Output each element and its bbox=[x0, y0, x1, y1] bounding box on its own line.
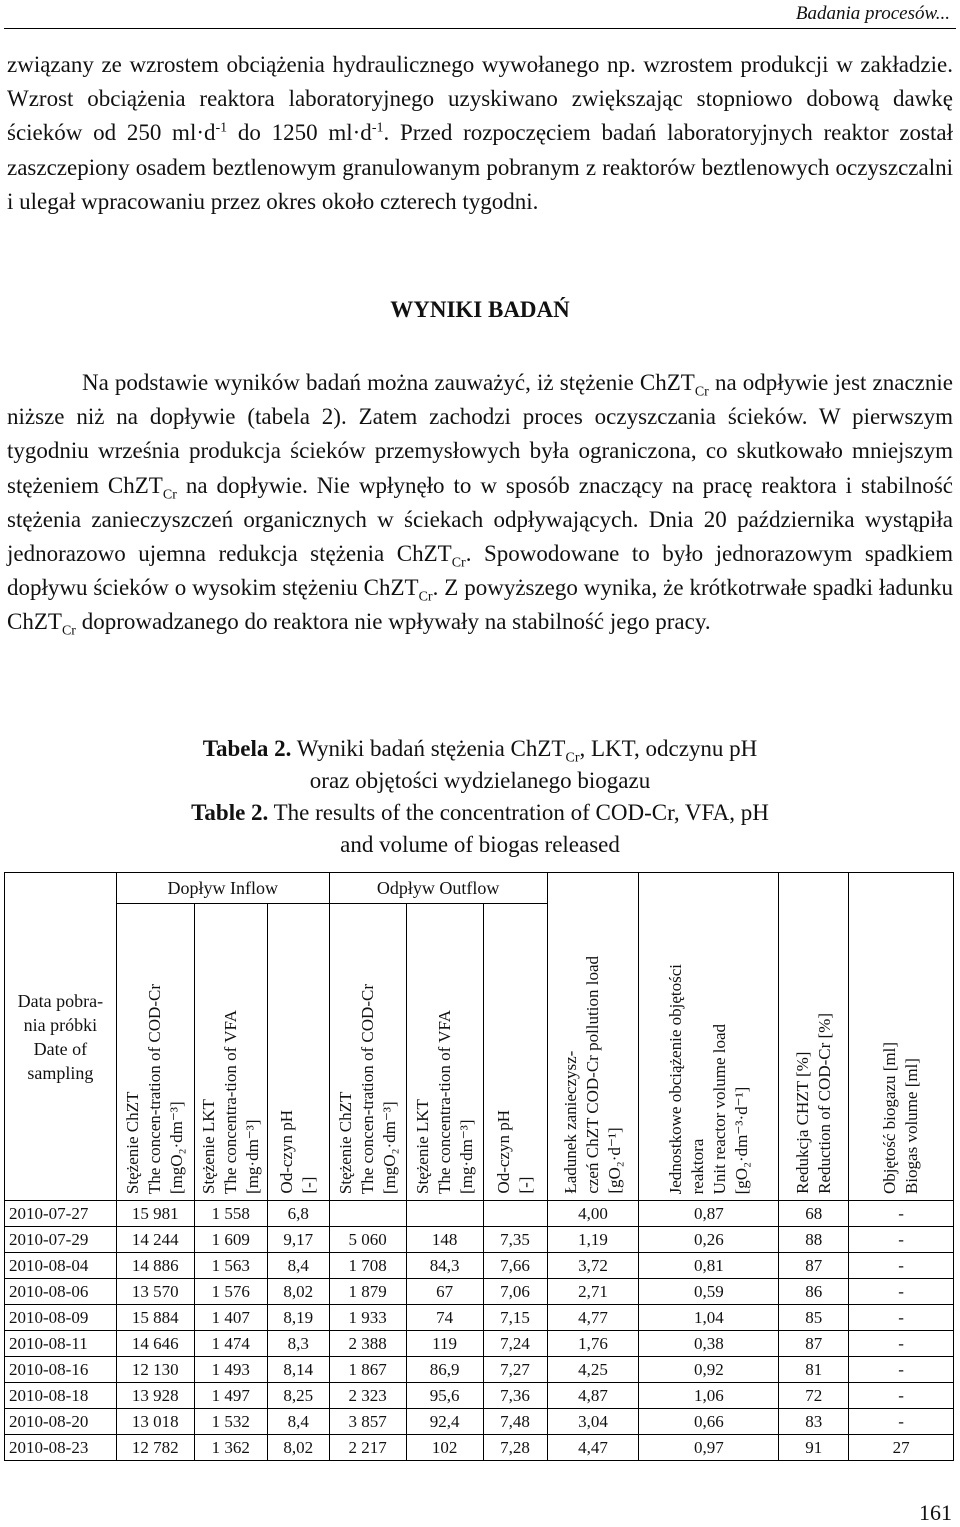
table-cell: - bbox=[849, 1331, 954, 1357]
col-header-line: Objętość biogazu [ml] bbox=[880, 1041, 900, 1194]
table-cell: 13 570 bbox=[116, 1279, 194, 1305]
table-cell: 1,06 bbox=[639, 1383, 779, 1409]
col-header-reduction bbox=[779, 873, 849, 1201]
table-cell: 7,36 bbox=[483, 1383, 547, 1409]
results-text-4: . Spowodowane to było jednorazowym spadkiem dopływu ścieków o wysokim stężeniu ChZT bbox=[7, 541, 953, 601]
caption-en-text: The results of the concentration of COD-Cr, VFA, pH bbox=[268, 800, 769, 825]
table-cell: 7,66 bbox=[483, 1253, 547, 1279]
table-cell: 88 bbox=[779, 1227, 849, 1253]
table-cell: 67 bbox=[406, 1279, 483, 1305]
table-cell: 7,06 bbox=[483, 1279, 547, 1305]
table-cell: 4,87 bbox=[547, 1383, 639, 1409]
table-cell: 2010-07-27 bbox=[5, 1201, 117, 1227]
outflow-group-header: Odpływ Outflow bbox=[329, 873, 547, 904]
table-cell: 7,48 bbox=[483, 1409, 547, 1435]
table-cell: 81 bbox=[779, 1357, 849, 1383]
running-header bbox=[0, 0, 960, 40]
table-cell: 4,77 bbox=[547, 1305, 639, 1331]
table-cell: 2 388 bbox=[329, 1331, 406, 1357]
table-cell: 0,38 bbox=[639, 1331, 779, 1357]
table-cell: 2010-08-06 bbox=[5, 1279, 117, 1305]
table-cell: 1 867 bbox=[329, 1357, 406, 1383]
table-cell: 8,3 bbox=[267, 1331, 329, 1357]
table-cell: 6,8 bbox=[267, 1201, 329, 1227]
table-cell: 8,14 bbox=[267, 1357, 329, 1383]
table-cell: - bbox=[849, 1305, 954, 1331]
table-cell: 1 474 bbox=[194, 1331, 267, 1357]
col-header-line: [mg·dm⁻³] bbox=[242, 1119, 262, 1194]
section-heading: WYNIKI BADAŃ bbox=[390, 297, 570, 322]
table-cell: 2010-08-16 bbox=[5, 1357, 117, 1383]
table-cell: 1,04 bbox=[639, 1305, 779, 1331]
caption-en-label: Table 2. bbox=[191, 800, 269, 825]
table-row bbox=[5, 1201, 954, 1227]
table-cell: 0,81 bbox=[639, 1253, 779, 1279]
intro-text-1: związany ze wzrostem obciążenia hydraulicznego wywołanego np. wzrostem produkcji w zakładzie. Wzrost obciążenia reaktora laboratoryjnego uzyskiwano zwiększając stopniowo dobową dawkę ścieków od 250 ml·d bbox=[7, 52, 953, 146]
table-row bbox=[5, 1227, 954, 1253]
col-header-line: [mgO₂·dm⁻³] bbox=[379, 1101, 399, 1194]
table-cell: 4,47 bbox=[547, 1435, 639, 1461]
col-header-inflow-vfa bbox=[194, 904, 267, 1201]
col-header-line: Biogas volume [ml] bbox=[902, 1058, 922, 1194]
col-header-line: The concentra-tion of VFA bbox=[220, 1010, 240, 1194]
table-cell: 1,19 bbox=[547, 1227, 639, 1253]
table-cell bbox=[483, 1201, 547, 1227]
header-rule bbox=[4, 28, 956, 29]
table-cell: - bbox=[849, 1409, 954, 1435]
table-cell: 72 bbox=[779, 1383, 849, 1409]
col-header-outflow-vfa bbox=[406, 904, 483, 1201]
col-header-line: Od-czyn pH bbox=[494, 1110, 514, 1194]
caption-pl-sub: Cr bbox=[565, 750, 580, 766]
table-cell: 85 bbox=[779, 1305, 849, 1331]
col-header-biogas bbox=[849, 873, 954, 1201]
col-header-line: Jednostkowe obciążenie objętości bbox=[665, 963, 685, 1194]
intro-text-3: . Przed rozpoczęciem badań laboratoryjnych reaktor został zaszczepiony osadem beztlenowym granulowanym pobranym z reaktorów beztlenowych oczyszczalni i ulegał wpracowaniu przez okres około czterech tygodni. bbox=[7, 120, 953, 214]
table-cell: 74 bbox=[406, 1305, 483, 1331]
col-header-line: Stężenie ChZT bbox=[123, 1091, 143, 1194]
table-cell: 1 563 bbox=[194, 1253, 267, 1279]
table-cell: 95,6 bbox=[406, 1383, 483, 1409]
table-cell: 87 bbox=[779, 1331, 849, 1357]
caption-pl-label: Tabela 2. bbox=[202, 736, 292, 761]
table-cell: 7,24 bbox=[483, 1331, 547, 1357]
table-cell: 86,9 bbox=[406, 1357, 483, 1383]
col-header-line: [mgO₂·dm⁻³] bbox=[167, 1101, 187, 1194]
table-cell: 8,25 bbox=[267, 1383, 329, 1409]
table-cell: 14 244 bbox=[116, 1227, 194, 1253]
col-header-line: reaktora bbox=[687, 1138, 707, 1194]
results-text-3: na dopływie. Nie wpłynęło to w sposób znaczący na pracę reaktora i stabilność stężenia zanieczyszczeń organicznych w ściekach odpływających. Dnia 20 października wystąpiła jednorazowo ujemna redukcja stężenia ChZT bbox=[7, 472, 953, 567]
table-row bbox=[5, 1279, 954, 1305]
table-cell: 7,15 bbox=[483, 1305, 547, 1331]
table-cell: 2 217 bbox=[329, 1435, 406, 1461]
table-cell: 14 886 bbox=[116, 1253, 194, 1279]
col-header-inflow-ph bbox=[267, 904, 329, 1201]
caption-pl-text: Wyniki badań stężenia ChZT bbox=[291, 736, 566, 761]
col-header-line: [gO₂·d⁻¹] bbox=[604, 1127, 624, 1194]
table-cell: 1 497 bbox=[194, 1383, 267, 1409]
table-cell: 68 bbox=[779, 1201, 849, 1227]
table-cell: 15 884 bbox=[116, 1305, 194, 1331]
caption-pl-line2: oraz objętości wydzielanego biogazu bbox=[309, 768, 651, 793]
table-cell: 1 362 bbox=[194, 1435, 267, 1461]
table-cell: 83 bbox=[779, 1409, 849, 1435]
sub-cr: Cr bbox=[418, 589, 433, 605]
col-header-line: The concen-tration of COD-Cr bbox=[145, 983, 165, 1194]
table-row bbox=[5, 1305, 954, 1331]
table-cell: 2010-08-04 bbox=[5, 1253, 117, 1279]
table-cell: - bbox=[849, 1357, 954, 1383]
table-cell: 0,26 bbox=[639, 1227, 779, 1253]
table-cell: 8,4 bbox=[267, 1409, 329, 1435]
table-cell: 148 bbox=[406, 1227, 483, 1253]
table-cell: 4,00 bbox=[547, 1201, 639, 1227]
table-cell: 7,27 bbox=[483, 1357, 547, 1383]
col-header-line: Reduction of COD-Cr [%] bbox=[814, 1013, 834, 1194]
table-cell: 86 bbox=[779, 1279, 849, 1305]
results-text-1: Na podstawie wyników badań można zauważyć, iż stężenie ChZT bbox=[82, 370, 695, 395]
table-cell: 3 857 bbox=[329, 1409, 406, 1435]
intro-sup-1: -1 bbox=[215, 120, 228, 136]
table-cell: - bbox=[849, 1201, 954, 1227]
table-cell: 8,02 bbox=[267, 1435, 329, 1461]
table-cell: 9,17 bbox=[267, 1227, 329, 1253]
date-header-line: nia próbki bbox=[23, 1014, 98, 1035]
table-cell: 1 933 bbox=[329, 1305, 406, 1331]
sub-cr: Cr bbox=[162, 487, 177, 503]
table-cell: - bbox=[849, 1279, 954, 1305]
table-cell: 15 981 bbox=[116, 1201, 194, 1227]
table-cell: 92,4 bbox=[406, 1409, 483, 1435]
table-row bbox=[5, 1435, 954, 1461]
col-header-line: Redukcja CHZT [%] bbox=[792, 1051, 812, 1194]
col-header-outflow-ph bbox=[483, 904, 547, 1201]
col-header-line: czeń ChZT COD-Cr pollution load bbox=[582, 956, 602, 1194]
table-cell: 3,04 bbox=[547, 1409, 639, 1435]
col-header-line: [mg·dm⁻³] bbox=[456, 1119, 476, 1194]
table-cell bbox=[406, 1201, 483, 1227]
date-header-line: Data pobra- bbox=[17, 990, 104, 1011]
table-cell: 1 532 bbox=[194, 1409, 267, 1435]
table-cell: 8,19 bbox=[267, 1305, 329, 1331]
table-cell: 3,72 bbox=[547, 1253, 639, 1279]
table-cell: 2,71 bbox=[547, 1279, 639, 1305]
table-cell: 7,35 bbox=[483, 1227, 547, 1253]
table-cell: 2 323 bbox=[329, 1383, 406, 1409]
col-header-line: Ładunek zanieczysz- bbox=[560, 1051, 580, 1194]
table-cell: 27 bbox=[849, 1435, 954, 1461]
table-cell: 2010-08-23 bbox=[5, 1435, 117, 1461]
table-cell: 4,25 bbox=[547, 1357, 639, 1383]
table-caption bbox=[0, 733, 960, 861]
table-row bbox=[5, 1253, 954, 1279]
intro-paragraph bbox=[7, 48, 953, 219]
table-cell: 1 609 bbox=[194, 1227, 267, 1253]
results-text-6: doprowadzanego do reaktora nie wpływały na stabilność jego pracy. bbox=[75, 609, 711, 635]
sub-cr: Cr bbox=[61, 624, 76, 640]
table-cell: 8,02 bbox=[267, 1279, 329, 1305]
table-cell: 2010-08-18 bbox=[5, 1383, 117, 1409]
table-body bbox=[5, 1201, 954, 1461]
table-cell: 91 bbox=[779, 1435, 849, 1461]
col-header-volume-load bbox=[639, 873, 779, 1201]
col-header-line: [gO₂·dm⁻³·d⁻¹] bbox=[731, 1086, 751, 1194]
table-cell: 2010-08-11 bbox=[5, 1331, 117, 1357]
table-row bbox=[5, 1409, 954, 1435]
page-number: 161 bbox=[919, 1500, 952, 1525]
table-cell: 1 558 bbox=[194, 1201, 267, 1227]
table-cell bbox=[329, 1201, 406, 1227]
intro-text-2: do 1250 ml·d bbox=[227, 120, 372, 146]
table-cell: 0,66 bbox=[639, 1409, 779, 1435]
col-header-line: Stężenie ChZT bbox=[335, 1091, 355, 1194]
table-cell: 1 493 bbox=[194, 1357, 267, 1383]
table-cell: 84,3 bbox=[406, 1253, 483, 1279]
table-cell: 2010-07-29 bbox=[5, 1227, 117, 1253]
results-table bbox=[4, 872, 954, 1461]
sub-cr: Cr bbox=[694, 384, 709, 400]
col-header-outflow-cod bbox=[329, 904, 406, 1201]
table-cell: 5 060 bbox=[329, 1227, 406, 1253]
col-header-line: Stężenie LKT bbox=[198, 1099, 218, 1194]
table-cell: 87 bbox=[779, 1253, 849, 1279]
table-cell: 1 407 bbox=[194, 1305, 267, 1331]
table-cell: 13 928 bbox=[116, 1383, 194, 1409]
table-row bbox=[5, 1331, 954, 1357]
table-cell: 12 130 bbox=[116, 1357, 194, 1383]
sub-cr: Cr bbox=[451, 555, 466, 571]
caption-en-line2: and volume of biogas released bbox=[340, 832, 620, 857]
table-cell: 14 646 bbox=[116, 1331, 194, 1357]
col-header-inflow-cod bbox=[116, 904, 194, 1201]
table-cell: 102 bbox=[406, 1435, 483, 1461]
col-header-line: [-] bbox=[299, 1177, 319, 1194]
table-cell: - bbox=[849, 1253, 954, 1279]
col-header-load bbox=[547, 873, 639, 1201]
table-row bbox=[5, 1357, 954, 1383]
results-paragraph bbox=[7, 366, 953, 640]
table-cell: 7,28 bbox=[483, 1435, 547, 1461]
inflow-group-header: Dopływ Inflow bbox=[116, 873, 329, 904]
caption-pl-text2: , LKT, odczynu pH bbox=[579, 736, 758, 761]
date-header bbox=[5, 873, 117, 1201]
col-header-line: Unit reactor volume load bbox=[709, 1023, 729, 1194]
table-cell: 12 782 bbox=[116, 1435, 194, 1461]
table-cell: 1 708 bbox=[329, 1253, 406, 1279]
date-header-line: Date of bbox=[33, 1038, 88, 1059]
table-cell: 2010-08-09 bbox=[5, 1305, 117, 1331]
table-cell: 2010-08-20 bbox=[5, 1409, 117, 1435]
results-text-2: na odpływie jest znacznie niższe niż na dopływie (tabela 2). Zatem zachodzi proces oczyszczania ścieków. W pierwszym tygodniu września produkcja ścieków przemysłowych była ograniczona, co skutkowało mniejszym stężeniem ChZT bbox=[7, 370, 953, 498]
col-header-line: [-] bbox=[516, 1177, 536, 1194]
results-text-5: . Z powyższego wynika, że krótkotrwałe spadki ładunku ChZT bbox=[7, 575, 953, 635]
table-cell: 8,4 bbox=[267, 1253, 329, 1279]
date-header-line: sampling bbox=[27, 1062, 94, 1083]
table-cell: 0,97 bbox=[639, 1435, 779, 1461]
intro-sup-2: -1 bbox=[371, 120, 384, 136]
table-cell: 1,76 bbox=[547, 1331, 639, 1357]
col-header-line: Od-czyn pH bbox=[277, 1110, 297, 1194]
table-cell: - bbox=[849, 1227, 954, 1253]
table-row bbox=[5, 1383, 954, 1409]
table-cell: 1 879 bbox=[329, 1279, 406, 1305]
table-cell: 0,92 bbox=[639, 1357, 779, 1383]
table-cell: 0,87 bbox=[639, 1201, 779, 1227]
col-header-line: Stężenie LKT bbox=[412, 1099, 432, 1194]
table-cell: 0,59 bbox=[639, 1279, 779, 1305]
col-header-line: The concen-tration of COD-Cr bbox=[357, 983, 377, 1194]
table-cell: - bbox=[849, 1383, 954, 1409]
table-cell: 119 bbox=[406, 1331, 483, 1357]
table-cell: 1 576 bbox=[194, 1279, 267, 1305]
col-header-line: The concentra-tion of VFA bbox=[434, 1010, 454, 1194]
table-cell: 13 018 bbox=[116, 1409, 194, 1435]
running-title: Badania procesów... bbox=[795, 3, 950, 24]
